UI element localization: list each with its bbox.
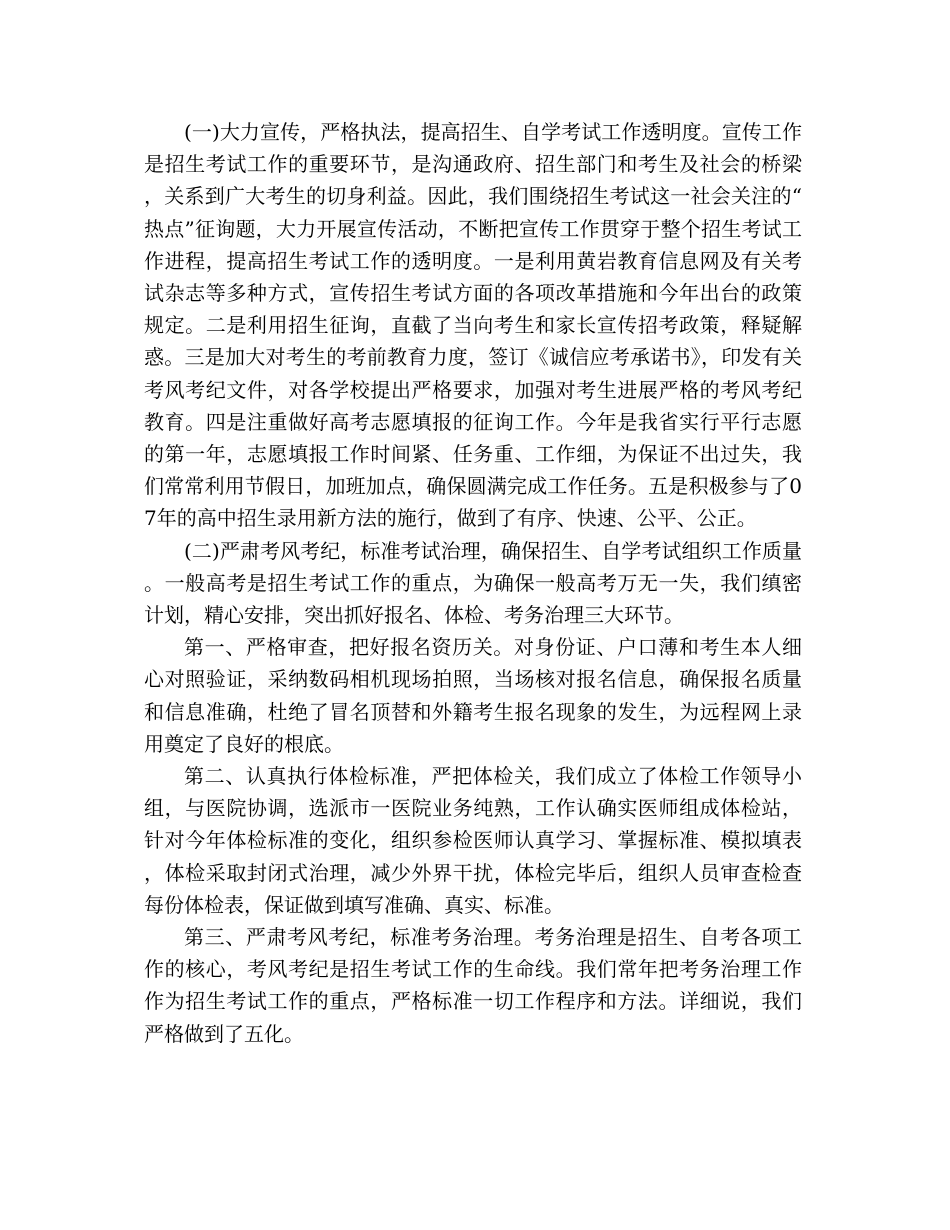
paragraph-registration-review: 第一、严格审查，把好报名资历关。对身份证、户口薄和考生本人细心对照验证，采纳数码相机现场拍照，当场核对报名信息，确保报名质量和信息准确，杜绝了冒名顶替和外籍考生报名现象的发生，为远程网上录用奠定了良好的根底。 <box>144 635 802 756</box>
paragraph-publicity: (一)大力宣传，严格执法，提高招生、自学考试工作透明度。宣传工作是招生考试工作的重要环节，是沟通政府、招生部门和考生及社会的桥梁，关系到广大考生的切身利益。因此，我们围绕招生考试这一社会关注的“热点”征询题，大力开展宣传活动，不断把宣传工作贯穿于整个招生考试工作进程，提高招生考试工作的透明度。一是利用黄岩教育信息网及有关考试杂志等多种方式，宣传招生考试方面的各项改革措施和今年出台的政策规定。二是利用招生征询，直截了当向考生和家长宣传招考政策，释疑解惑。三是加大对考生的考前教育力度，签订《诚信应考承诺书》，印发有关考风考纪文件，对各学校提出严格要求，加强对考生进展严格的考风考纪教育。四是注重做好高考志愿填报的征询工作。今年是我省实行平行志愿的第一年，志愿填报工作时间紧、任务重、工作细，为保证不出过失，我们常常利用节假日，加班加点，确保圆满完成工作任务。五是积极参与了07年的高中招生录用新方法的施行，做到了有序、快速、公平、公正。 <box>144 120 802 531</box>
paragraph-exam-management: 第三、严肃考风考纪，标准考务治理。考务治理是招生、自考各项工作的核心，考风考纪是招生考试工作的生命线。我们常年把考务治理工作作为招生考试工作的重点，严格标准一切工作程序和方法。详细说，我们严格做到了五化。 <box>144 925 802 1046</box>
document-body <box>144 116 802 1050</box>
paragraph-medical-exam: 第二、认真执行体检标准，严把体检关，我们成立了体检工作领导小组，与医院协调，选派市一医院业务纯熟，工作认确实医师组成体检站，针对今年体检标准的变化，组织参检医师认真学习、掌握标准、模拟填表，体检采取封闭式治理，减少外界干扰，体检完毕后，组织人员审查检查每份体检表，保证做到填写准确、真实、标准。 <box>144 764 802 917</box>
paragraph-exam-discipline: (二)严肃考风考纪，标准考试治理，确保招生、自学考试组织工作质量。一般高考是招生考试工作的重点，为确保一般高考万无一失，我们缜密计划，精心安排，突出抓好报名、体检、考务治理三大环节。 <box>144 538 802 628</box>
